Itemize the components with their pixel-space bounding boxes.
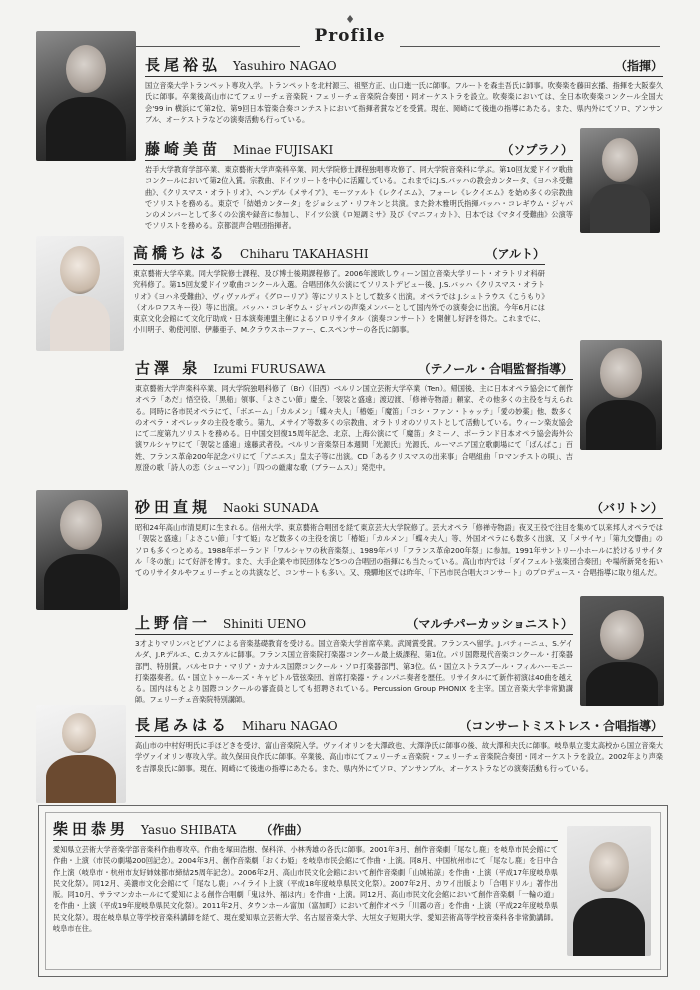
profile-underline (53, 840, 558, 841)
profile-sunada-naoki (135, 496, 663, 606)
composer-profile-box (38, 805, 668, 977)
profile-underline (135, 518, 663, 519)
profile-nagao-miharu (135, 714, 663, 798)
profile-shibata-yasuo (53, 818, 558, 968)
profile-takahashi-chiharu (133, 242, 545, 347)
profile-jp-name: 高橋ちはる (133, 244, 229, 262)
profile-role: （テノール・合唱監督指導） (418, 362, 573, 376)
profile-bio: 愛知県立芸術大学音楽学部音楽科作曲専攻卒。作曲を塚田浩樹、保科洋、小林秀雄の各氏に師事。2001年3月、創作音楽劇「尾なし鹿」を岐阜市民会館にて作曲・上演（市民の劇場200回記念）。2004年3月、創作音楽劇「おくわ姫」を岐阜市民会館にて作曲・上演。同8月、中国杭州市にて「尾なし鹿」を日中合作上演（岐阜市・杭州市友好姉妹都市締結25周年記念）。2006年2月、高山市民文化会館において創作音楽劇「山城祐諒」を作曲・上演（平成17年度岐阜県民文化祭）。同12月、美濃市文化会館にて「尾なし鹿」ハイライト上演（平成18年度岐阜県民文化祭）。2007年2月、カワイ出版より「合唱ドリル」著作出版。同10月、サラマンカホールにて愛知による創作合唱劇「鬼は外、福は内」を作曲・上演。同12月、高山市民文化会館において創作音楽劇「一輪の道」を作曲・上演（平成19年度岐阜県民文化祭）。2011年2月、タウンホール富加（富加町）において創作オペラ「川霧の音」を作曲・上演（平成22年度岐阜県民文化祭）。現在岐阜県立等学校音楽科講師を経て、現在愛知県立芸術大学、名古屋音楽大学、大垣女子短期大学、愛知芸術高等学校音楽科各非常勤講師。岐阜市在住。 (53, 845, 558, 934)
profile-en-name: Shiniti UENO (223, 617, 307, 631)
profile-jp-name: 上野信一 (135, 614, 212, 632)
profile-underline (145, 76, 663, 77)
profile-bio: 高山市の中村好明氏に手ほどきを受け、富山音楽院入学。ヴァイオリンを大澤政也、大澤浄氏に師事の後、故大澤和夫氏に師事。岐阜県立斐太高校から国立音楽大学ヴァイオリン専攻入学。故久保田良作氏に師事。卒業後、高山市にてフェリーチェ音楽院・フェリーチェ音楽院合奏団・同オーケストラを設立。2002年より声楽を吉澤泉氏に師事。現在、岡崎にて後進の指導にあたる。また、県内外にてソロ、アンサンブル、オーケストラなどの演奏活動も行っている。 (135, 741, 663, 773)
profile-role: （バリトン） (590, 501, 663, 515)
profile-ueno-shiniti (135, 612, 573, 710)
profile-bio: 東京藝術大学卒業。同大学院修士課程、及び博士後期課程修了。2006年渡欧しウィーン国立音楽大学リート・オラトリオ科研究科修了。第15回友愛ドイツ歌曲コンクール入選。合唱団体久公演にてソリストデビュー後、J.S.バッハ《クリスマス・オラトリオ》《ヨハネ受難曲》、ヴィヴァルディ《グローリア》等にソリストとして数多く出演。オペラでは J.シュトラウス《こうもり》（オルロフスキー役）等に出演。バッハ・コレギウム・ジャパンの声楽メンバーとして国内外での演奏会に出演。今年6月には東京文化会館にて文化庁助成・日本演奏連盟主催によるソロリサイタル（演奏コンサート）を開催し好評を得た。これまでに、小川明子、勅使河原、伊藤亜子、M.クラウスホーファー、C.スペンサーの各氏に師事。 (133, 269, 545, 335)
page-title: Profile (314, 26, 386, 46)
profile-underline (135, 379, 573, 380)
profile-underline (145, 160, 573, 161)
profile-en-name: Chiharu TAKAHASHI (240, 247, 369, 261)
profile-nagao-yasuhiro (145, 54, 663, 124)
profile-bio: 岩手大学教育学部卒業、東京藝術大学声楽科卒業、同大学院修士課程独唱専攻修了、同大学院音楽科に学ぶ。第10回友愛ドイツ歌曲コンクールにおいて第2位入賞。宗教曲、ドイツリートを中心に活躍している。これまでにJ.S.バッハの教会カンタータ、《ヨハネ受難曲》、《クリスマス・オラトリオ》、ヘンデル《メサイア》、モーツァルト《レクイエム》、フォーレ《レクイエム》を始め多くの宗教曲でソリストを務める。東京で「結婚カンタータ」をジョシュア・リフキンと共演。また鈴木雅明氏指揮バッハ・コレギウム・ジャパンのメンバーとして多くの公演や録音に参加し、ドイツ公演《ロ短調ミサ》及び《マニフィカト》、日本では《マタイ受難曲》公演等でソリストを務める。京都混声合唱団指揮者。 (145, 165, 573, 231)
profile-en-name: Yasuo SHIBATA (141, 823, 237, 837)
profile-en-name: Izumi FURUSAWA (213, 362, 326, 376)
profile-role: （コンサートミストレス・合唱指導） (459, 719, 663, 733)
profile-jp-name: 砂田直規 (135, 498, 212, 516)
profile-furusawa-izumi (135, 357, 573, 487)
profile-bio: 3才よりマリンバとピアノによる音楽基礎教育を受ける。国立音楽大学首席卒業。武岡賞受賞。フランスへ留学。J.バティーニュ、S.ゲイルダ、J.P.デルエ、C.カスケルに師事。フランス国立音楽院打楽器コンクール最上級課程、第1位。パリ国際現代音楽コンクール・打楽器部門、特別賞。バルセロナ・マリア・カナルス国際コンクール・ソロ打楽器部門、第3位。仏・国立ストラスブール・フィルハーモニー打楽器奏者。仏・国立トゥールーズ・キャピトル管弦楽団、首席打楽器・ティンパニ奏者を歴任。リサイタルにて新作初演は40曲を越える。国内はもとより国際コンクールの審査員としても招聘されている。Percussion Group PHONIX を主宰。国立音楽大学非常勤講師。フェリーチェ音楽院特別講師。 (135, 639, 573, 705)
profile-role: （マルチパーカッショニスト） (406, 617, 573, 631)
diamond-icon: ♦ (345, 13, 355, 26)
portrait-furusawa-izumi (580, 340, 662, 450)
profile-underline (135, 736, 663, 737)
profile-role: （指揮） (614, 59, 663, 73)
portrait-fujisaki-minae (580, 128, 660, 233)
profile-jp-name: 藤崎美苗 (145, 140, 222, 158)
profile-jp-name: 古澤 泉 (135, 359, 202, 377)
portrait-nagao-yasuhiro (36, 31, 136, 161)
profile-jp-name: 長尾みはる (135, 716, 231, 734)
portrait-takahashi-chiharu (36, 236, 124, 351)
profile-en-name: Naoki SUNADA (223, 501, 319, 515)
portrait-sunada-naoki (36, 490, 128, 610)
portrait-shibata-yasuo (567, 826, 651, 956)
portrait-ueno-shiniti (580, 596, 664, 706)
profile-en-name: Yasuhiro NAGAO (233, 59, 337, 73)
profile-fujisaki-minae (145, 138, 573, 238)
header-rule-right (400, 46, 660, 47)
profile-underline (133, 264, 545, 265)
profile-jp-name: 長尾裕弘 (145, 56, 222, 74)
profile-role: （ソプラノ） (501, 143, 573, 157)
profile-en-name: Miharu NAGAO (242, 719, 338, 733)
profile-role: （作曲） (260, 823, 309, 837)
profile-role: （アルト） (485, 247, 545, 261)
profile-bio: 昭和24年高山市清見町に生まれる。信州大学、東京藝術合唱団を経て東京芸大大学院修了。芸大オペラ「修禅寺物語」夜叉王役で注目を集めて以来邦人オペラでは「袈裟と盛遠」「よさこい節」「すて姫」など数多くの主役を演じ「椿姫」「カルメン」「蝶々夫人」等、外国オペラにも数多く出演、又「メサイヤ」「第九交響曲」のソロも多くつとめる。1988年ポーランド「ワルシャワの秋音楽祭」、1989年パリ「フランス革命200年祭」に参加。1991年サントリー小ホールに於けるリサイタル「冬の旅」にて好評を博す。また、大手企業や市民団体など5つの合唱団の指揮にも当たっている。高山市内では「ダイフェルト弦楽団合奏団」や場所新発を拓いてのリサイタルやフェリーチェとの共演など、コンサートも多い。又、飛驒地区では昨年、「下呂市民合唱大コンサート」のプロデュース・合唱指導に取り組んだ。 (135, 523, 663, 578)
portrait-nagao-miharu (36, 705, 126, 803)
profile-underline (135, 634, 573, 635)
profile-bio: 東京藝術大学声楽科卒業、同大学院独唱科修了（Br）（旧西）ベルリン国立芸術大学卒業（Ten）。帰国後、主に日本オペラ協会にて創作オペラ「あだ」悟空役、「黒船」領事、「よさこい節」慶全、「袈裟と盛遠」渡辺渡、「修禅寺物語」頼家、その他多くの主役を与えられる。同時に各市民オペラにて、「ボエーム」「カルメン」「蝶々夫人」「椿姫」「魔笛」「コシ・ファン・トゥッテ」「愛の妙薬」他、数多くのオペラ・オペレッタの主役を歌う。第九、メサイア等数多くの宗教曲、オラトリオのソリストとして活動している。ウィーン楽友協会にて二度第九ソリストを務める。日中国交回復15周年記念、北京、上海公演にて「魔笛」タミーノ、ポーランド日本オペラ協会海外公演ワルシャワにて「袈裟と盛遠」遠藤武者役。ベルリン音楽祭日本週間「光源氏」光源氏、ルーマニア国立歌劇場にて「ばんぱこ」百姓、フランス革命200年記念パリにて「アニエス」皇太子等に出演。CD「あるクリスマスの出来事」合唱組曲「ロマンチストの唄」、吉原澄の歌「詩人の恋（シューマン）」「四つの厳粛な歌（ブラームス）」発売中。 (135, 384, 573, 473)
profile-en-name: Minae FUJISAKI (233, 143, 334, 157)
profile-bio: 国立音楽大学トランペット専攻入学。トランペットを北村源三、祖堅方正、山口進一氏に師事。フルートを森圭吾氏に師事。吹奏楽を藤田玄播、指揮を大阪泰久氏に師事。卒業後高山市にてフェリーチェ音楽院・フェリーチェ音楽院合奏団・同オーケストラを設立。吹奏楽においては、全日本吹奏楽コンクール全国大会'99 in 横浜にて第2位、第9回日本管楽合奏コンテストにおいて指揮者賞などを受賞。現在、岡崎にて後進の指導にあたる。また、県内外にてソロ、アンサンブル、オーケストラなどの演奏活動も行っている。 (145, 81, 663, 124)
profile-jp-name: 柴田恭男 (53, 820, 130, 838)
